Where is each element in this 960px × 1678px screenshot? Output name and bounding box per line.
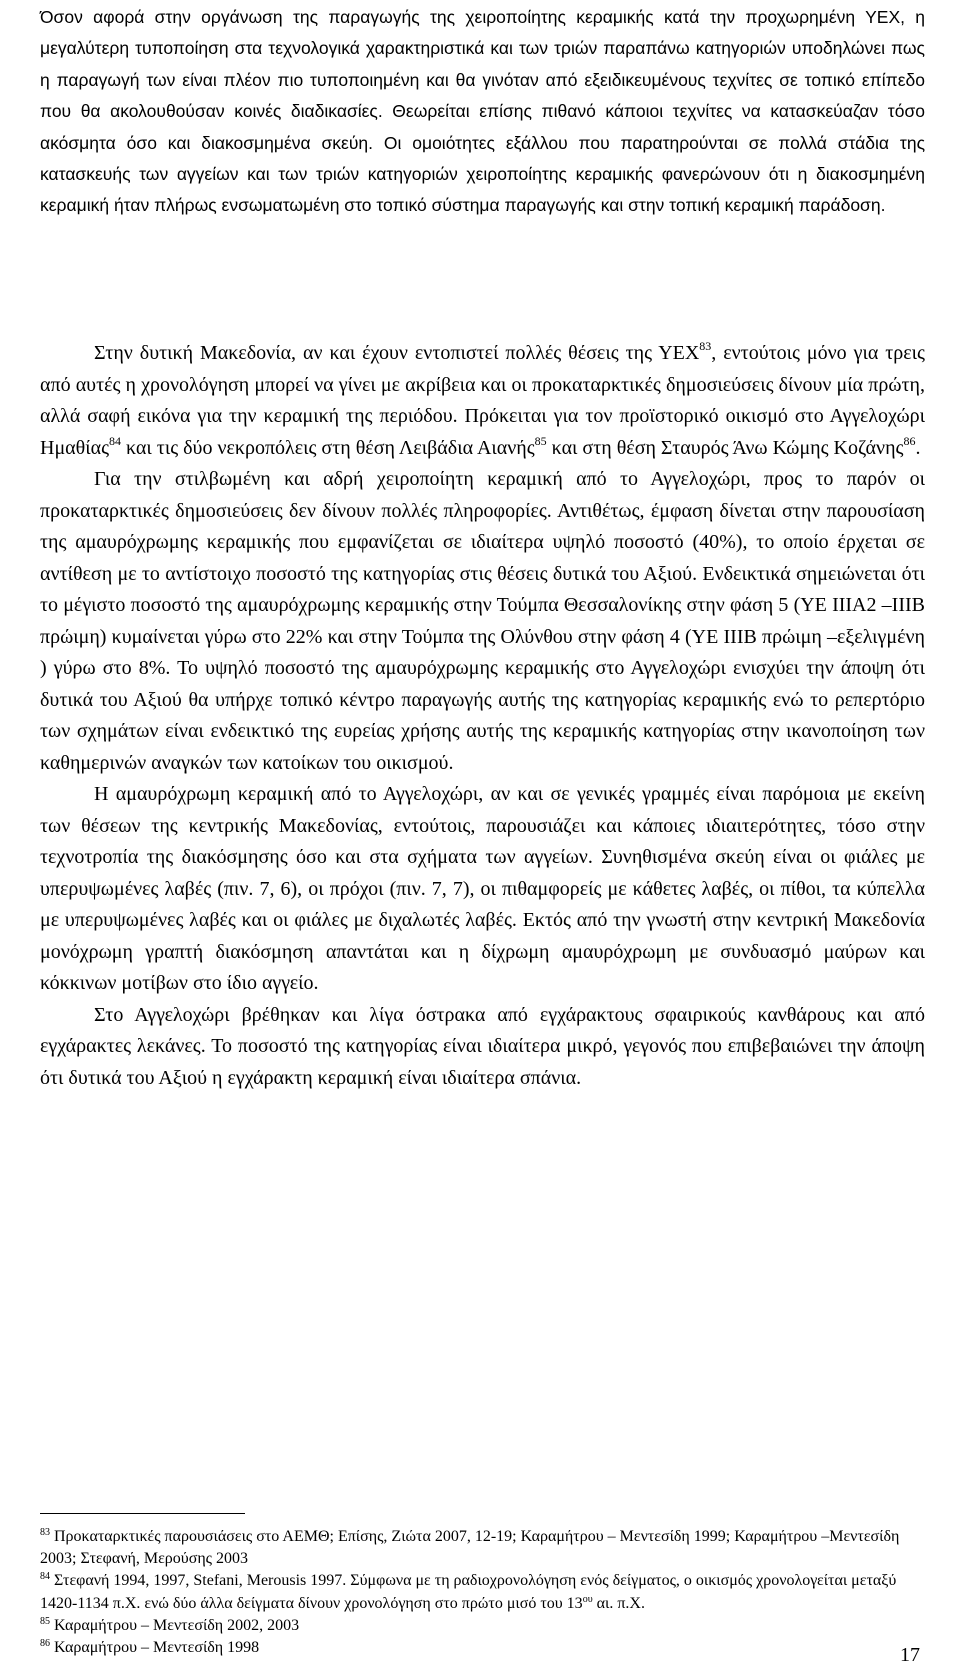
footnote-number: 84 bbox=[40, 1571, 50, 1583]
footnotes bbox=[40, 1526, 925, 1659]
p2-part-e: . bbox=[915, 436, 921, 459]
footnote-text: Προκαταρκτικές παρουσιάσεις στο ΑΕΜΘ; Επίσης, Ζιώτα 2007, 12-19; Καραμήτρου – Μεντεσίδη 1999; Καραμήτρου –Μεντεσίδη 2003; Στεφανή, Μερούσης 2003 bbox=[40, 1528, 900, 1568]
footnote-number: 86 bbox=[40, 1638, 50, 1650]
main-text bbox=[40, 338, 925, 1094]
paragraph-3: Για την στιλβωμένη και αδρή χειροποίητη κεραμική από το Αγγελοχώρι, προς το παρόν οι προκαταρκτικές δημοσιεύσεις δεν δίνουν πολλές πληροφορίες. Αντιθέτως, έμφαση δίνεται στην παρουσίαση της αμαυρόχρωμης κεραμικής που εμφανίζεται σε ιδιαίτερα υψηλό ποσοστό (40%), το οποίο έρχεται σε αντίθεση με το αντίστοιχο ποσοστό της κατηγορίας στις θέσεις δυτικά του Αξιού. Ενδεικτικά σημειώνεται ότι το μέγιστο ποσοστό της αμαυρόχρωμης κεραμικής στην Τούμπα Θεσσαλονίκης στην φάση 5 (ΥΕ ΙΙΙΑ2 –ΙΙΙΒ πρώιμη) κυμαίνεται γύρω στο 22% και στην Τούμπα της Ολύνθου στην φάση 4 (ΥΕ ΙΙΙΒ πρώιμη –εξελιγμένη ) γύρω στο 8%. Το υψηλό ποσοστό της αμαυρόχρωμης κεραμικής στο Αγγελοχώρι ενισχύει την άποψη ότι δυτικά του Αξιού θα υπήρχε τοπικό κέντρο παραγωγής αυτής της κατηγορίας κεραμικής ενώ το ρεπερτόριο των σχημάτων είναι ενδεικτικό της ευρείας χρήσης αυτής της κεραμικής κατηγορίας στην ικανοποίηση των καθημερινών αναγκών των κατοίκων του οικισμού. bbox=[40, 468, 925, 774]
p2-part-d: και στη θέση Σταυρός Άνω Κώμης Κοζάνης bbox=[546, 436, 904, 459]
footnote-ref-83[interactable]: 83 bbox=[699, 339, 712, 353]
footnote-ref-84[interactable]: 84 bbox=[109, 433, 122, 448]
footnote-85 bbox=[40, 1615, 925, 1637]
footnote-number: 85 bbox=[40, 1615, 50, 1627]
footnote-text: Καραμήτρου – Μεντεσίδη 2002, 2003 bbox=[50, 1616, 300, 1634]
footnote-text: Καραμήτρου – Μεντεσίδη 1998 bbox=[50, 1639, 260, 1657]
paragraph-5: Στο Αγγελοχώρι βρέθηκαν και λίγα όστρακα από εγχάρακτους σφαιρικούς κανθάρους και από εγχάρακτες λεκάνες. Το ποσοστό της κατηγορίας είναι ιδιαίτερα μικρό, γεγονός που επιβεβαιώνει την άποψη ότι δυτικά του Αξιού η εγχάρακτη κεραμική είναι ιδιαίτερα σπάνια. bbox=[40, 1003, 925, 1089]
p2-part-b: , εντούτοις μόνο για τρεις από αυτές η χρονολόγηση μπορεί να γίνει με ακρίβεια και οι προκαταρκτικές δημοσιεύσεις δίνουν μία πρώτη, αλλά σαφή εικόνα για την κεραμική της περιόδου. Πρόκειται για τον προϊστορικό οικισμό στο Αγγελοχώρι Ημαθίας bbox=[40, 342, 925, 459]
footnote-text: Στεφανή 1994, 1997, Stefani, Merousis 1997. Σύμφωνα με τη ραδιοχρονολόγηση ενός δείγματος, ο οικισμός χρονολογείται μεταξύ 1420-1134 π.Χ. ενώ δύο άλλα δείγματα δίνουν χρονολόγηση στο πρώτο μισό του 13 bbox=[40, 1572, 897, 1612]
ordinal-suffix: ου bbox=[582, 1593, 593, 1605]
page-number: 17 bbox=[900, 1644, 920, 1666]
footnote-divider bbox=[40, 1513, 245, 1514]
paragraph-2 bbox=[40, 338, 925, 464]
paragraph-1: Όσον αφορά στην οργάνωση της παραγωγής της χειροποίητης κεραμικής κατά την προχωρημένη ΥΕΧ, η μεγαλύτερη τυποποίηση στα τεχνολογικά χαρακτηριστικά και των τριών παραπάνω κατηγοριών υποδηλώνει πως η παραγωγή των είναι πλέον πιο τυποποιημένη και θα γινόταν από εξειδικευμένους τεχνίτες σε τοπικό επίπεδο που θα ακολουθούσαν κοινές διαδικασίες. Θεωρείται επίσης πιθανό κάποιοι τεχνίτες να κατασκεύαζαν τόσο ακόσμητα όσο και διακοσμημένα σκεύη. Οι ομοιότητες εξάλλου που παρατηρούνται σε πολλά στάδια της κατασκευής των αγγείων και των τριών κατηγοριών χειροποίητης κεραμικής φανερώνουν ότι η διακοσμημένη κεραμική ήταν πλήρως ενσωματωμένη στο τοπικό σύστημα παραγωγής και στην τοπική κεραμική παράδοση. bbox=[40, 7, 925, 216]
footnote-ref-85[interactable]: 85 bbox=[534, 433, 547, 448]
footnote-text-tail: αι. π.Χ. bbox=[592, 1594, 645, 1612]
footnote-86 bbox=[40, 1637, 925, 1659]
p2-part-a: Στην δυτική Μακεδονία, αν και έχουν εντοπιστεί πολλές θέσεις της ΥΕΧ bbox=[94, 342, 700, 364]
footnote-number: 83 bbox=[40, 1527, 50, 1538]
paragraph-4: Η αμαυρόχρωμη κεραμική από το Αγγελοχώρι, αν και σε γενικές γραμμές είναι παρόμοια με εκείνη των θέσεων της κεντρικής Μακεδονίας, εντούτοις, παρουσιάζει και κάποιες ιδιαιτερότητες, τόσο στην τεχνοτροπία της διακόσμησης όσο και στα σχήματα των αγγείων. Συνηθισμένα σκεύη είναι οι φιάλες με υπερυψωμένες λαβές (πιν. 7, 6), οι πρόχοι (πιν. 7, 7), οι πιθαμφορείς με κάθετες λαβές, οι πίθοι, τα κύπελλα με υπερυψωμένες λαβές και οι φιάλες με διχαλωτές λαβές. Εκτός από την γνωστή στην κεντρική Μακεδονία μονόχρωμη γραπτή διακόσμηση απαντάται και η δίχρωμη αμαυρόχρωμη με συνδυασμό μαύρων και κόκκινων μοτίβων στο ίδιο αγγείο. bbox=[40, 783, 925, 994]
footnote-84 bbox=[40, 1570, 925, 1614]
footnote-83 bbox=[40, 1526, 925, 1570]
p2-part-c: και τις δύο νεκροπόλεις στη θέση Λειβάδια Αιανής bbox=[121, 436, 535, 459]
footnote-ref-86[interactable]: 86 bbox=[903, 433, 916, 448]
